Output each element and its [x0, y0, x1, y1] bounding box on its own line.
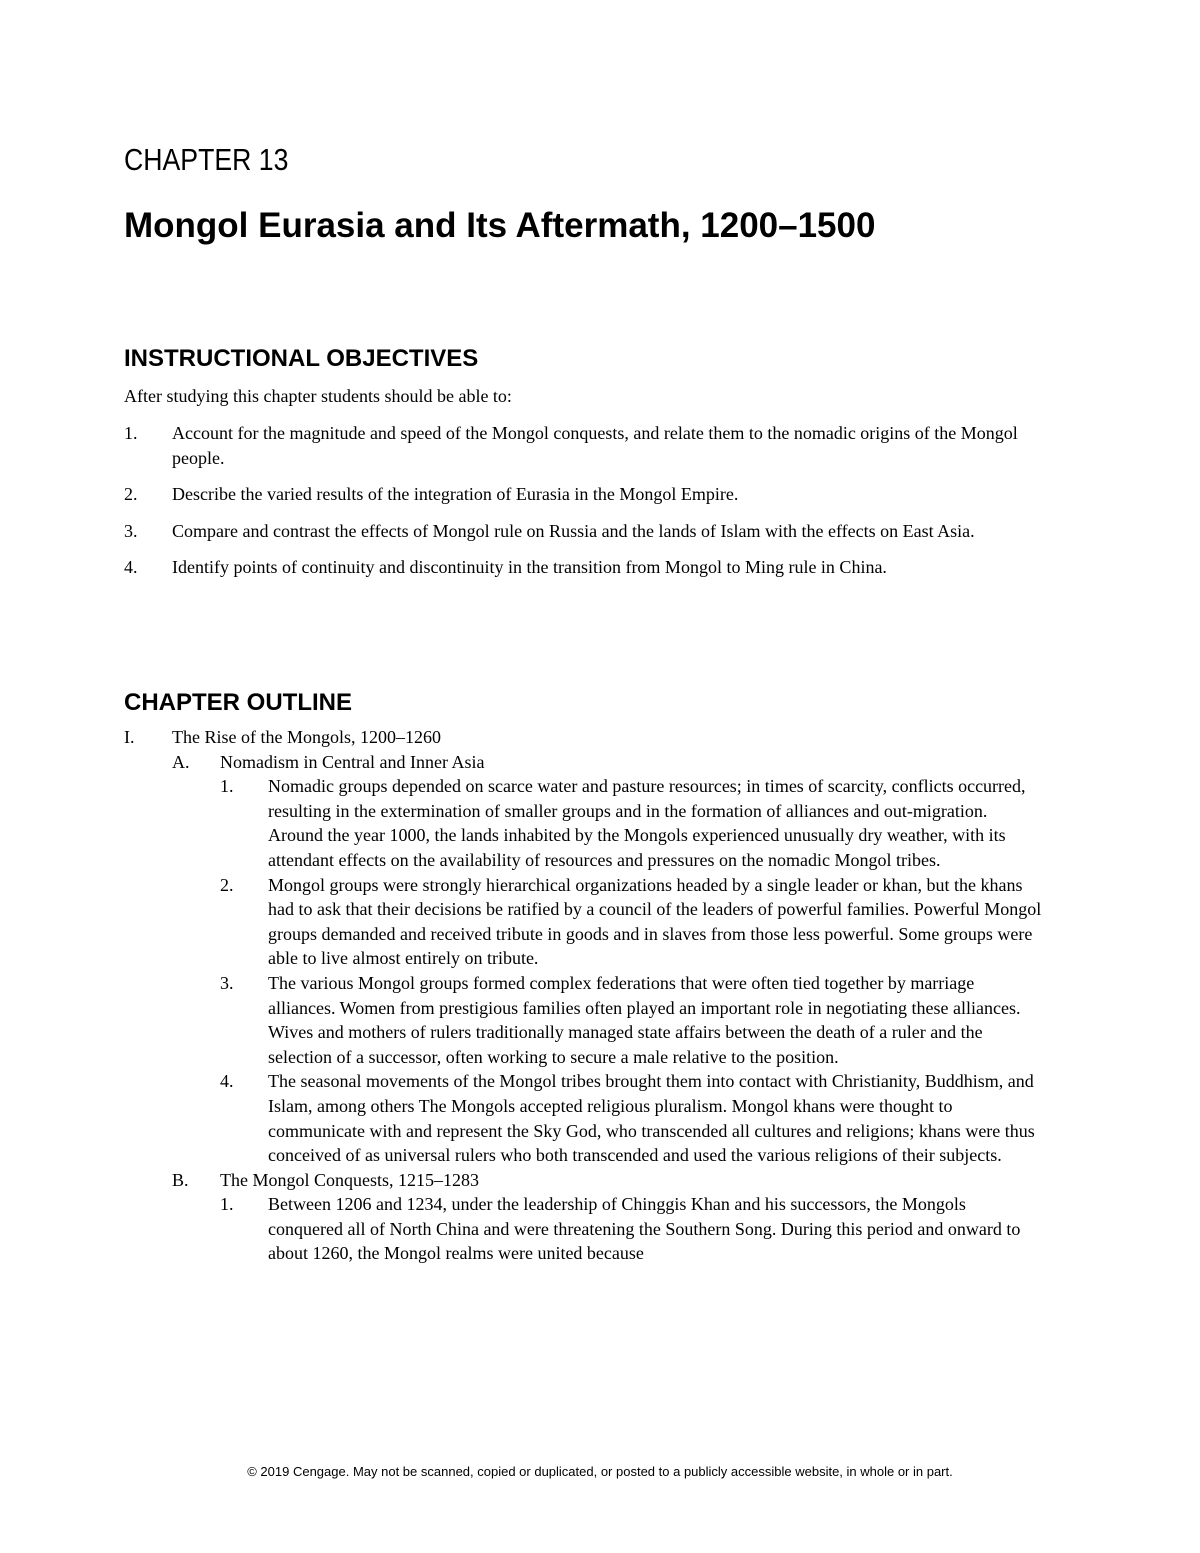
outline-item-number: 3. [220, 972, 234, 993]
objective-text: Describe the varied results of the integration of Eurasia in the Mongol Empire. [172, 484, 739, 505]
objective-number: 1. [124, 423, 138, 443]
outline-section-title: The Mongol Conquests, 1215–1283 [220, 1169, 479, 1190]
outline-section [124, 1168, 1044, 1193]
objectives-heading: INSTRUCTIONAL OBJECTIVES [124, 345, 479, 372]
objective-text: Account for the magnitude and speed of the Mongol conquests, and relate them to the nomadic origins of the Mongol people. [172, 423, 1018, 468]
outline-section-title: Nomadism in Central and Inner Asia [220, 751, 485, 772]
objective-text: Compare and contrast the effects of Mongol rule on Russia and the lands of Islam with the effects on East Asia. [172, 520, 975, 541]
outline-section-letter: B. [172, 1169, 189, 1190]
outline-section-letter: A. [172, 751, 190, 772]
chapter-label: CHAPTER 13 [124, 142, 289, 177]
outline-part-title: The Rise of the Mongols, 1200–1260 [172, 727, 441, 747]
outline-item-number: 1. [220, 776, 234, 797]
outline-item-text: The seasonal movements of the Mongol tribes brought them into contact with Christianity, Buddhism, and Islam, among others The Mongols accepted religious pluralism. Mongol khans were thought to communicate with and represent the Sky God, who transcended all cultures and religions; khans were thus conceived of as universal rulers who both transcended and used the various religions of their subjects. [268, 1071, 1035, 1166]
objective-item [124, 482, 1044, 507]
outline-item [124, 774, 1044, 872]
outline-item-number: 1. [220, 1194, 234, 1215]
objective-number: 3. [124, 520, 138, 541]
outline-item-number: 4. [220, 1071, 234, 1092]
objectives-intro: After studying this chapter students should be able to: [124, 386, 512, 406]
outline-item-text: The various Mongol groups formed complex federations that were often tied together by marriage alliances. Women from prestigious families often played an important role in negotiating these alliances. Wives and mothers of rulers traditionally managed state affairs between the death of a ruler and the selection of a successor, often working to secure a male relative to the position. [268, 972, 1021, 1067]
outline-part-number: I. [124, 727, 135, 747]
objective-text: Identify points of continuity and discontinuity in the transition from Mongol to Ming rule in China. [172, 557, 887, 578]
outline-item [124, 971, 1044, 1069]
outline-item-number: 2. [220, 874, 234, 895]
copyright-footer: © 2019 Cengage. May not be scanned, copied or duplicated, or posted to a publicly accessible website, in whole or in part. [247, 1464, 953, 1479]
outline-item [124, 873, 1044, 971]
objectives-list [124, 421, 1044, 592]
objective-item [124, 421, 1044, 470]
chapter-outline [124, 725, 1044, 1266]
objective-number: 2. [124, 484, 138, 505]
outline-item-text: Nomadic groups depended on scarce water and pasture resources; in times of scarcity, conflicts occurred, resulting in the extermination of smaller groups and in the formation of alliances and out-migration. Around the year 1000, the lands inhabited by the Mongols experienced unusually dry weather, with its attendant effects on the availability of resources and pressures on the nomadic Mongol tribes. [268, 776, 1026, 870]
objective-item [124, 555, 1044, 580]
outline-item-text: Mongol groups were strongly hierarchical organizations headed by a single leader or khan, but the khans had to ask that their decisions be ratified by a council of the leaders of powerful families. Powerful Mongol groups demanded and received tribute in goods and in slaves from those less powerful. Some groups were able to live almost entirely on tribute. [268, 874, 1042, 969]
objective-item [124, 519, 1044, 544]
outline-section [124, 750, 1044, 775]
outline-part [124, 725, 1044, 750]
outline-item-text: Between 1206 and 1234, under the leadership of Chinggis Khan and his successors, the Mongols conquered all of North China and were threatening the Southern Song. During this period and onward to about 1260, the Mongol realms were united because [268, 1194, 1021, 1264]
objective-number: 4. [124, 557, 138, 578]
chapter-title: Mongol Eurasia and Its Aftermath, 1200–1500 [124, 206, 876, 245]
outline-heading: CHAPTER OUTLINE [124, 689, 352, 716]
outline-item [124, 1192, 1044, 1266]
outline-item [124, 1069, 1044, 1167]
